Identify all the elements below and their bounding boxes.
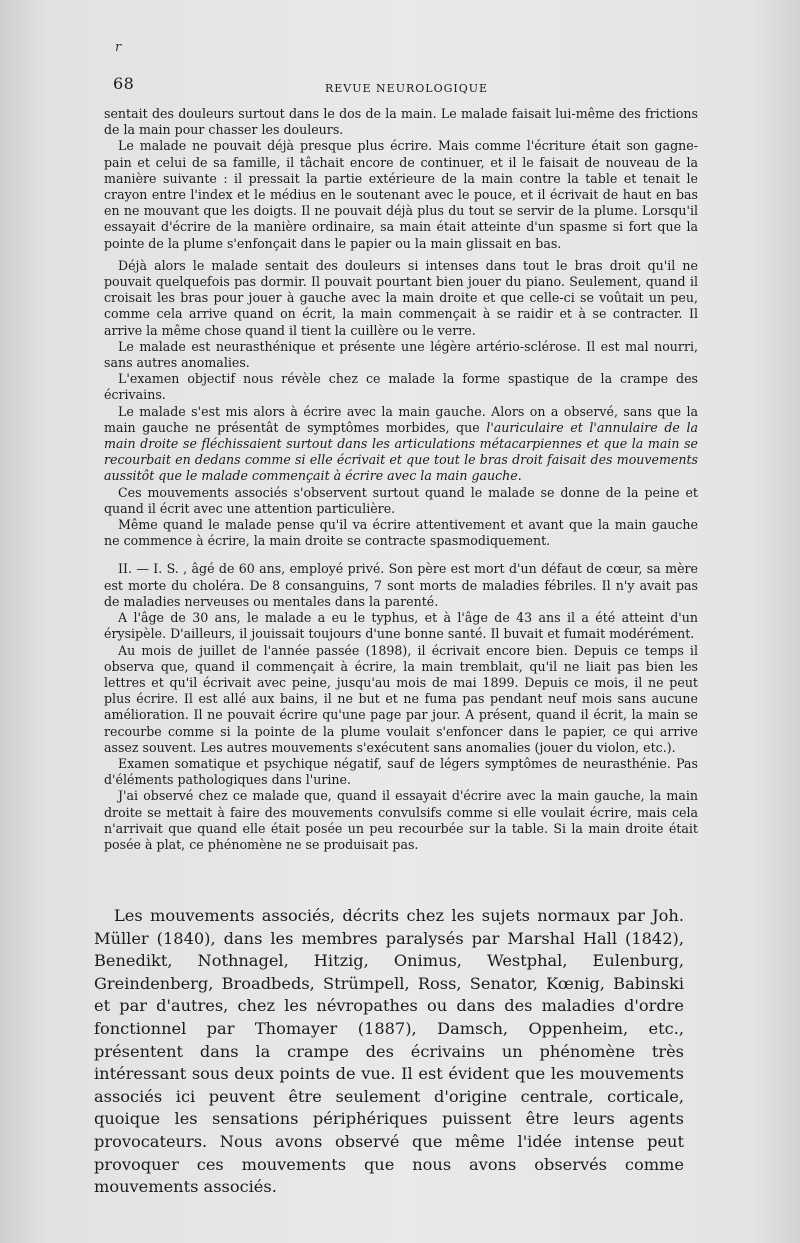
- paragraph: Le malade est neurasthénique et présente une légère artério-sclérose. Il est mal nourri, sans autres anomalies.: [104, 338, 698, 371]
- italic-text: l'auriculaire et l'annulaire de la main droite se fléchissaient surtout dans les articulations métacarpiennes et que la main se recourbait en dedans comme si elle écrivait et que tout le bras droit faisait des mouvements aussitôt que le malade commençait à écrire avec la main gauche.: [104, 419, 698, 484]
- paragraph: A l'âge de 30 ans, le malade a eu le typhus, et à l'âge de 43 ans il a été atteint d'un érysipèle. D'ailleurs, il jouissait toujours d'une bonne santé. Il buvait et fumait modérément.: [104, 610, 698, 642]
- paragraph-text: Le malade s'est mis alors à écrire avec la main gauche. Alors on a observé, sans que la main gauche ne présentât de symptômes morbides, que: [104, 403, 698, 435]
- margin-mark: r: [115, 40, 122, 55]
- paragraph: Ces mouvements associés s'observent surtout quand le malade se donne de la peine et quand il écrit avec une attention particulière.: [104, 484, 698, 516]
- case-heading-paragraph: II. — I. S. , âgé de 60 ans, employé privé. Son père est mort d'un défaut de cœur, sa mère est morte du choléra. De 8 consanguins, 7 sont morts de maladies fébriles. Il n'y avait pas de maladies nerveuses ou mentales dans la parenté.: [104, 561, 698, 609]
- body-text-small: [104, 106, 698, 853]
- paragraph: Le malade ne pouvait déjà presque plus écrire. Mais comme l'écriture était son gagne-pain et celui de sa famille, il tâchait encore de continuer, et il le faisait de nouveau de la manière suivante : il pressait la partie extérieure de la main contre la table et tenait le crayon entre l'index et le médius en le soutenant avec le pouce, et il écrivait de haut en bas en ne mouvant que les doigts. Il ne pouvait déjà plus du tout se servir de la plume. Lorsqu'il essayait d'écrire de la manière ordinaire, sa main était atteinte d'un spasme si fort que la pointe de la plume s'enfonçait dans le papier ou la main glissait en bas.: [104, 138, 698, 251]
- paragraph: L'examen objectif nous révèle chez ce malade la forme spastique de la crampe des écrivains.: [104, 371, 698, 403]
- paragraph: sentait des douleurs surtout dans le dos de la main. Le malade faisait lui-même des frictions de la main pour chasser les douleurs.: [104, 106, 698, 138]
- paragraph: Examen somatique et psychique négatif, sauf de légers symptômes de neurasthénie. Pas d'éléments pathologiques dans l'urine.: [104, 755, 698, 788]
- paragraph-large: Les mouvements associés, décrits chez les sujets normaux par Joh. Müller (1840), dans les membres paralysés par Marshal Hall (1842), Benedikt, Nothnagel, Hitzig, Onimus, Westphal, Eulenburg, Greindenberg, Broadbeds, Strümpell, Ross, Senator, Kœnig, Babinski et par d'autres, chez les névropathes ou dans des maladies d'ordre fonctionnel par Thomayer (1887), Damsch, Oppenheim, etc., présentent dans la crampe des écrivains un phénomène très intéressant sous deux points de vue. Il est évident que les mouvements associés ici peuvent être seulement d'origine centrale, corticale, quoique les sensations périphériques puissent être leurs agents provocateurs. Nous avons observé que même l'idée intense peut provoquer ces mouvements que nous avons observés comme mouvements associés.: [94, 906, 684, 1197]
- paragraph: Au mois de juillet de l'année passée (1898), il écrivait encore bien. Depuis ce temps il observa que, quand il commençait à écrire, la main tremblait, qu'il ne liait pas bien les lettres et qu'il écrivait avec peine, jusqu'au mois de mai 1899. Depuis ce mois, il ne peut plus écrire. Il est allé aux bains, il ne but et ne fuma pas pendant neuf mois sans aucune amélioration. Il ne pouvait écrire qu'une page par jour. A présent, quand il écrit, la main se recourbe comme si la pointe de la plume voulait s'enfoncer dans le papier, ce qui arrive assez souvent. Les autres mouvements s'exécutent sans anomalies (jouer du violon, etc.).: [104, 642, 698, 755]
- running-head: REVUE NEUROLOGIQUE: [325, 82, 489, 95]
- body-text-large: [94, 905, 684, 1199]
- page-number: 68: [113, 74, 135, 93]
- paragraph-with-italic: [104, 404, 698, 485]
- paragraph: Même quand le malade pense qu'il va écrire attentivement et avant que la main gauche ne commence à écrire, la main droite se contracte spasmodiquement.: [104, 517, 698, 549]
- paragraph: Déjà alors le malade sentait des douleurs si intenses dans tout le bras droit qu'il ne pouvait quelquefois pas dormir. Il pouvait pourtant bien jouer du piano. Seulement, quand il croisait les bras pour jouer à gauche avec la main droite et que celle-ci se voûtait un peu, comme cela arrive quand on écrit, la main commençait à se raidir et à se contracter. Il arrive la même chose quand il tient la cuillère ou le verre.: [104, 257, 698, 338]
- paragraph: J'ai observé chez ce malade que, quand il essayait d'écrire avec la main gauche, la main droite se mettait à faire des mouvements convulsifs comme si elle voulait écrire, mais cela n'arrivait que quand elle était posée un peu recourbée sur la table. Si la main droite était posée à plat, ce phénomène ne se produisait pas.: [104, 788, 698, 852]
